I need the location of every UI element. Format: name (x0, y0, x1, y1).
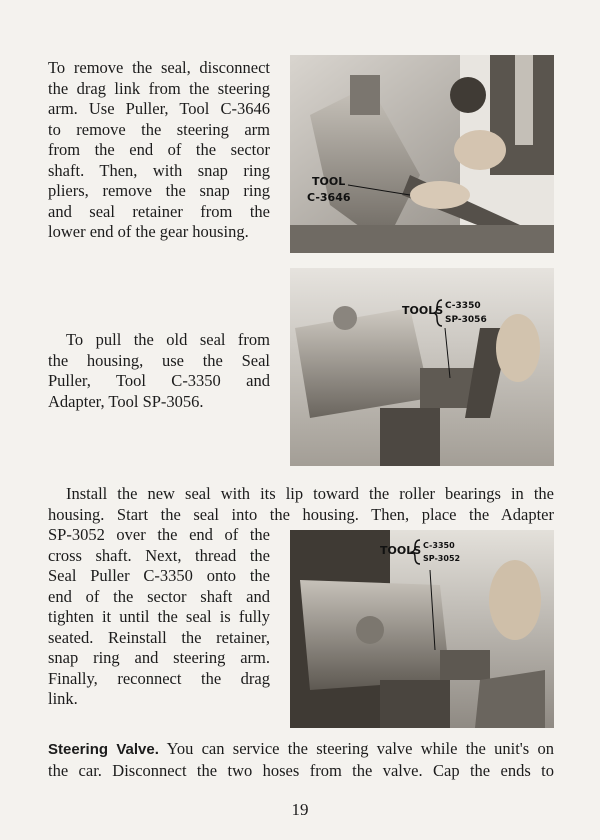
text-line: the drag link from the steering (48, 78, 270, 98)
text-line: housing. Start the seal into the housing. Then, place the Adapter (48, 504, 554, 524)
text-line: pliers, remove the snap ring (48, 181, 270, 200)
page-number: 19 (291, 800, 309, 819)
photo-label: SP-3056 (445, 315, 487, 325)
text-line: Adapter, Tool SP-3056. (48, 391, 204, 411)
text-line: cross shaft. Next, thread the (48, 545, 270, 565)
text-line: tighten it until the seal is fully (48, 607, 270, 626)
photo-label: TOOLS (380, 544, 422, 557)
text-line (48, 739, 554, 761)
text-line: To pull the old seal from (66, 330, 270, 349)
text-line: Install the new seal with its lip toward the roller bearings in the (66, 484, 554, 503)
paragraph-install-seal-continued (48, 525, 270, 710)
photo-label: C-3350 (423, 541, 455, 550)
text-line: seated. Reinstall the retainer, (48, 627, 270, 647)
paragraph-pull-old-seal (48, 330, 270, 412)
section-heading: Steering Valve. (48, 741, 159, 758)
photo-adapter-sp3052 (290, 530, 554, 728)
text-line: link. (48, 689, 78, 708)
text-line: the car. Disconnect the two hoses from the valve. Cap the ends to (48, 760, 554, 780)
paragraph-steering-valve (48, 739, 554, 781)
text-line: To remove the seal, disconnect (48, 58, 270, 77)
text-line: SP-3052 over the end of the (48, 525, 270, 544)
text-line: to remove the steering arm (48, 119, 270, 139)
text-line: arm. Use Puller, Tool C-3646 (48, 99, 270, 118)
photo-label: TOOL (312, 175, 346, 188)
text-line: Finally, reconnect the drag (48, 668, 270, 688)
photo-seal-puller-c3350 (290, 268, 554, 466)
text-line: the housing, use the Seal (48, 350, 270, 370)
photo-label: C-3646 (307, 191, 351, 204)
text-line: Puller, Tool C-3350 and (48, 371, 270, 390)
photo-puller-tool-c3646 (290, 55, 554, 253)
text-line: Seal Puller C-3350 onto the (48, 566, 270, 585)
text-line: end of the sector shaft and (48, 586, 270, 606)
text-line: and seal retainer from the (48, 201, 270, 221)
text-line: snap ring and steering arm. (48, 648, 270, 667)
photo-label: SP-3052 (423, 554, 461, 563)
text-line: lower end of the gear housing. (48, 222, 249, 241)
text-line: shaft. Then, with snap ring (48, 160, 270, 180)
text-fragment: You can service the steering valve while the unit's on (166, 739, 554, 758)
paragraph-install-seal (48, 484, 554, 525)
photo-label: C-3350 (445, 301, 481, 311)
text-line: from the end of the sector (48, 140, 270, 159)
photo-label: TOOLS (402, 304, 444, 317)
paragraph-remove-seal (48, 58, 270, 243)
